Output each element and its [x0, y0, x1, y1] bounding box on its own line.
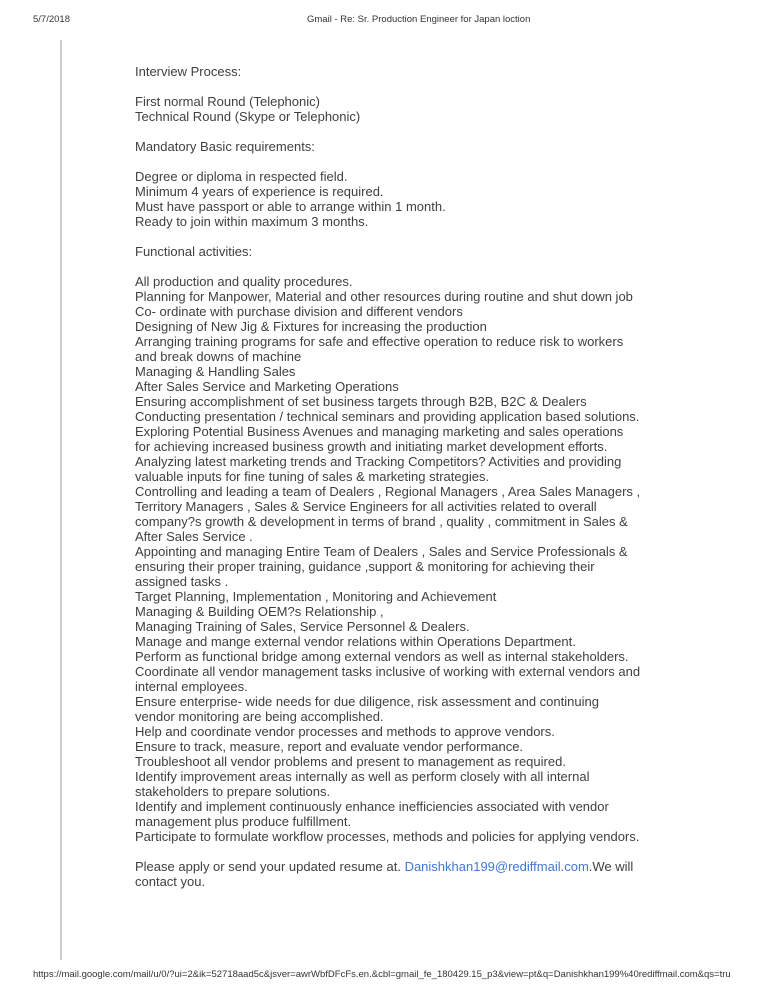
email-body-line: Participate to formulate workflow processes, methods and policies for applying vendors.: [135, 829, 640, 844]
email-body-line: Troubleshoot all vendor problems and present to management as required.: [135, 754, 566, 769]
email-body-line: Coordinate all vendor management tasks inclusive of working with external vendors and: [135, 664, 641, 679]
email-body-line: After Sales Service and Marketing Operations: [135, 379, 399, 394]
email-body-line: Controlling and leading a team of Dealers , Regional Managers , Area Sales Managers ,: [135, 484, 641, 499]
email-body-lines: [135, 64, 715, 859]
email-body-line: Exploring Potential Business Avenues and managing marketing and sales operations: [135, 424, 624, 439]
email-body-line: After Sales Service .: [135, 529, 253, 544]
email-body-line: Managing & Handling Sales: [135, 364, 296, 379]
email-body-line: assigned tasks .: [135, 574, 229, 589]
closing-line-1: [135, 859, 715, 874]
email-body-line: First normal Round (Telephonic): [135, 94, 320, 109]
closing-text-after-link: .We will: [588, 859, 634, 874]
email-body-line: Must have passport or able to arrange within 1 month.: [135, 199, 446, 214]
email-body-line: internal employees.: [135, 679, 248, 694]
email-body-line: Identify improvement areas internally as well as perform closely with all internal: [135, 769, 590, 784]
email-body-line: Managing & Building OEM?s Relationship ,: [135, 604, 384, 619]
email-body-line: Interview Process:: [135, 64, 242, 79]
email-body-line: management plus produce fulfillment.: [135, 814, 352, 829]
email-body-line: Appointing and managing Entire Team of Dealers , Sales and Service Professionals &: [135, 544, 628, 559]
email-body-line: Conducting presentation / technical seminars and providing application based solutions.: [135, 409, 640, 424]
email-body: [135, 64, 715, 889]
email-body-line: Identify and implement continuously enhance inefficiencies associated with vendor: [135, 799, 609, 814]
email-body-line: Ensure to track, measure, report and evaluate vendor performance.: [135, 739, 524, 754]
closing-paragraph: [135, 859, 715, 889]
closing-line-2: contact you.: [135, 874, 206, 889]
closing-text-before-link: Please apply or send your updated resume at.: [135, 859, 405, 874]
email-body-line: Territory Managers , Sales & Service Engineers for all activities related to overall: [135, 499, 597, 514]
email-body-line: Ready to join within maximum 3 months.: [135, 214, 369, 229]
email-body-line: Co- ordinate with purchase division and different vendors: [135, 304, 463, 319]
print-date: 5/7/2018: [33, 14, 70, 25]
email-body-line: Designing of New Jig & Fixtures for increasing the production: [135, 319, 487, 334]
email-body-line: Planning for Manpower, Material and other resources during routine and shut down job: [135, 289, 633, 304]
email-body-line: and break downs of machine: [135, 349, 302, 364]
email-body-line: valuable inputs for fine tuning of sales & marketing strategies.: [135, 469, 490, 484]
email-body-line: [135, 259, 715, 274]
email-body-line: Analyzing latest marketing trends and Tracking Competitors? Activities and providing: [135, 454, 622, 469]
email-body-line: company?s growth & development in terms of brand , quality , commitment in Sales &: [135, 514, 628, 529]
email-body-line: Help and coordinate vendor processes and methods to approve vendors.: [135, 724, 555, 739]
email-body-line: Functional activities:: [135, 244, 253, 259]
email-body-line: [135, 79, 715, 94]
email-body-line: Degree or diploma in respected field.: [135, 169, 348, 184]
email-body-line: vendor monitoring are being accomplished.: [135, 709, 384, 724]
email-body-line: [135, 154, 715, 169]
quote-indent-bar: [60, 40, 62, 960]
email-body-line: Perform as functional bridge among external vendors as well as internal stakeholders.: [135, 649, 629, 664]
email-body-line: Ensuring accomplishment of set business targets through B2B, B2C & Dealers: [135, 394, 587, 409]
email-body-line: Target Planning, Implementation , Monitoring and Achievement: [135, 589, 497, 604]
print-title: Gmail - Re: Sr. Production Engineer for Japan loction: [307, 14, 531, 25]
email-body-line: Managing Training of Sales, Service Personnel & Dealers.: [135, 619, 470, 634]
email-body-line: Technical Round (Skype or Telephonic): [135, 109, 361, 124]
email-link[interactable]: Danishkhan199@rediffmail.com: [404, 859, 589, 874]
email-body-line: Ensure enterprise- wide needs for due diligence, risk assessment and continuing: [135, 694, 599, 709]
email-body-line: [135, 844, 715, 859]
footer-url: https://mail.google.com/mail/u/0/?ui=2&ik=52718aad5c&jsver=awrWbfDFcFs.en.&cbl=gmail_fe_180429.15_p3&view=pt&q=Danishkhan199%40rediffmail.com&qs=tru: [33, 969, 731, 980]
email-body-line: Manage and mange external vendor relations within Operations Department.: [135, 634, 576, 649]
email-body-line: [135, 229, 715, 244]
email-body-line: [135, 124, 715, 139]
email-body-line: All production and quality procedures.: [135, 274, 353, 289]
email-body-line: Minimum 4 years of experience is required.: [135, 184, 384, 199]
email-body-line: stakeholders to prepare solutions.: [135, 784, 331, 799]
email-body-line: Arranging training programs for safe and effective operation to reduce risk to workers: [135, 334, 624, 349]
email-body-line: ensuring their proper training, guidance ,support & monitoring for achieving their: [135, 559, 595, 574]
email-body-line: Mandatory Basic requirements:: [135, 139, 315, 154]
email-body-line: for achieving increased business growth and initiating market development efforts.: [135, 439, 608, 454]
